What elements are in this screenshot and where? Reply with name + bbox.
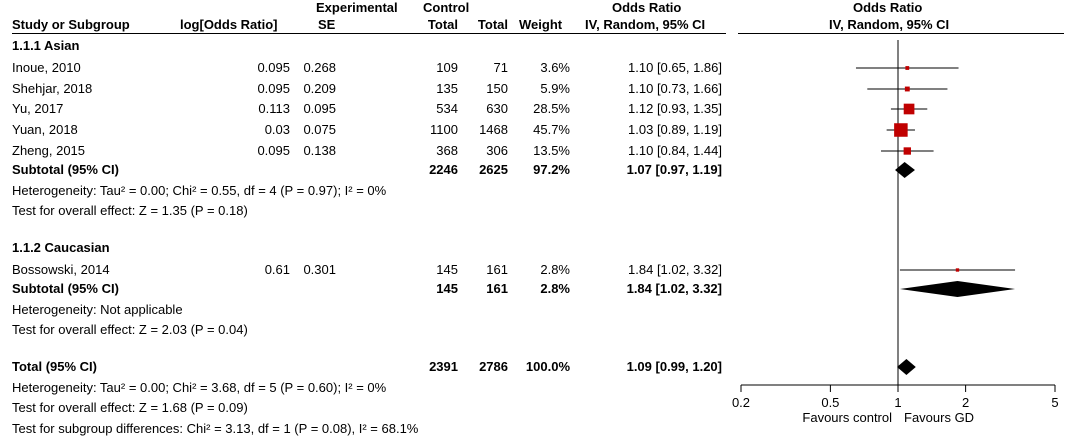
se: 0.268 (303, 60, 336, 75)
study-name: Inoue, 2010 (12, 60, 81, 75)
header-log-or: log[Odds Ratio] (180, 17, 278, 32)
log-or: 0.095 (257, 143, 290, 158)
heterogeneity-text: Heterogeneity: Not applicable (12, 302, 183, 317)
study-name: Yu, 2017 (12, 101, 64, 116)
overall-effect-text: Test for overall effect: Z = 2.03 (P = 0.04) (12, 322, 248, 337)
header-se: SE (318, 17, 336, 32)
odds-ratio-ci: 1.10 [0.65, 1.86] (628, 60, 722, 75)
subtotal-weight: 97.2% (533, 162, 570, 177)
weight: 28.5% (533, 101, 570, 116)
odds-ratio-ci: 1.03 [0.89, 1.19] (628, 122, 722, 137)
pooled-diamond (900, 281, 1015, 297)
subtotal-exp: 2246 (429, 162, 458, 177)
exp-total: 368 (436, 143, 458, 158)
subtotal-ctrl: 161 (486, 281, 508, 296)
exp-total: 534 (436, 101, 458, 116)
total-exp: 2391 (429, 359, 458, 374)
x-tick-label: 2 (961, 395, 970, 410)
total-heterogeneity-text: Heterogeneity: Tau² = 0.00; Chi² = 3.68, df = 5 (P = 0.60); I² = 0% (12, 380, 387, 395)
x-tick-label: 5 (1051, 395, 1059, 410)
total-overall-effect-text: Test for overall effect: Z = 1.68 (P = 0.09) (12, 400, 248, 415)
total-ctrl: 2786 (479, 359, 508, 374)
total-ci: 1.09 [0.99, 1.20] (626, 359, 722, 374)
subtotal-ci: 1.84 [1.02, 3.32] (626, 281, 722, 296)
pooled-diamond (897, 359, 916, 375)
exp-total: 1100 (430, 122, 458, 137)
subgroup-differences-text: Test for subgroup differences: Chi² = 3.13, df = 1 (P = 0.08), I² = 68.1% (12, 421, 419, 436)
effect-marker (904, 104, 915, 115)
group2-title: 1.1.2 Caucasian (12, 240, 110, 255)
header-exp-total: Total (427, 17, 458, 32)
group1-title: 1.1.1 Asian (12, 38, 80, 53)
ctrl-total: 306 (486, 143, 508, 158)
subtotal-label: Subtotal (95% CI) (12, 162, 119, 177)
weight: 45.7% (533, 122, 570, 137)
header-odds-ratio-right: Odds Ratio (853, 0, 923, 15)
effect-marker (905, 66, 909, 70)
header-weight: Weight (519, 17, 563, 32)
header-experimental: Experimental (316, 0, 398, 15)
log-or: 0.61 (264, 262, 290, 277)
header-ctrl-total: Total (477, 17, 508, 32)
ctrl-total: 150 (486, 81, 508, 96)
effect-marker (905, 87, 910, 92)
x-tick-label: 0.2 (731, 395, 751, 410)
se: 0.209 (303, 81, 336, 96)
weight: 3.6% (540, 60, 570, 75)
overall-effect-text: Test for overall effect: Z = 1.35 (P = 0.18) (12, 203, 248, 218)
log-or: 0.03 (264, 122, 290, 137)
weight: 5.9% (540, 81, 570, 96)
log-or: 0.095 (257, 60, 290, 75)
odds-ratio-ci: 1.10 [0.73, 1.66] (628, 81, 722, 96)
heterogeneity-text: Heterogeneity: Tau² = 0.00; Chi² = 0.55, df = 4 (P = 0.97); I² = 0% (12, 183, 387, 198)
subtotal-ctrl: 2625 (479, 162, 508, 177)
odds-ratio-ci: 1.12 [0.93, 1.35] (628, 101, 722, 116)
odds-ratio-ci: 1.10 [0.84, 1.44] (628, 143, 722, 158)
effect-marker (894, 123, 908, 137)
effect-marker (956, 268, 959, 271)
study-name: Bossowski, 2014 (12, 262, 110, 277)
se: 0.138 (303, 143, 336, 158)
x-tick-label: 0.5 (821, 395, 840, 410)
ctrl-total: 630 (486, 101, 508, 116)
study-name: Shehjar, 2018 (12, 81, 93, 96)
se: 0.301 (303, 262, 336, 277)
subtotal-ci: 1.07 [0.97, 1.19] (626, 162, 722, 177)
favours-control-label: Favours control (802, 410, 892, 425)
header-control: Control (423, 0, 470, 15)
header-ci-left: IV, Random, 95% CI (585, 17, 706, 32)
effect-marker (904, 147, 911, 154)
study-name: Zheng, 2015 (12, 143, 86, 158)
exp-total: 145 (436, 262, 458, 277)
ctrl-total: 1468 (479, 122, 508, 137)
total-weight: 100.0% (525, 359, 570, 374)
se: 0.075 (303, 122, 336, 137)
odds-ratio-ci: 1.84 [1.02, 3.32] (628, 262, 722, 277)
subtotal-exp: 145 (436, 281, 458, 296)
header-ci-right: IV, Random, 95% CI (829, 17, 950, 32)
total-label: Total (95% CI) (12, 359, 97, 374)
subtotal-weight: 2.8% (540, 281, 570, 296)
header-study: Study or Subgroup (12, 17, 130, 32)
weight: 2.8% (540, 262, 570, 277)
x-tick-label: 1 (894, 395, 902, 410)
ctrl-total: 161 (486, 262, 508, 277)
exp-total: 109 (436, 60, 458, 75)
ctrl-total: 71 (493, 60, 508, 75)
subtotal-label: Subtotal (95% CI) (12, 281, 119, 296)
log-or: 0.113 (258, 101, 290, 116)
log-or: 0.095 (257, 81, 290, 96)
favours-gd-label: Favours GD (904, 410, 975, 425)
header-odds-ratio-left: Odds Ratio (612, 0, 682, 15)
weight: 13.5% (533, 143, 570, 158)
se: 0.095 (303, 101, 336, 116)
study-name: Yuan, 2018 (12, 122, 78, 137)
exp-total: 135 (436, 81, 458, 96)
